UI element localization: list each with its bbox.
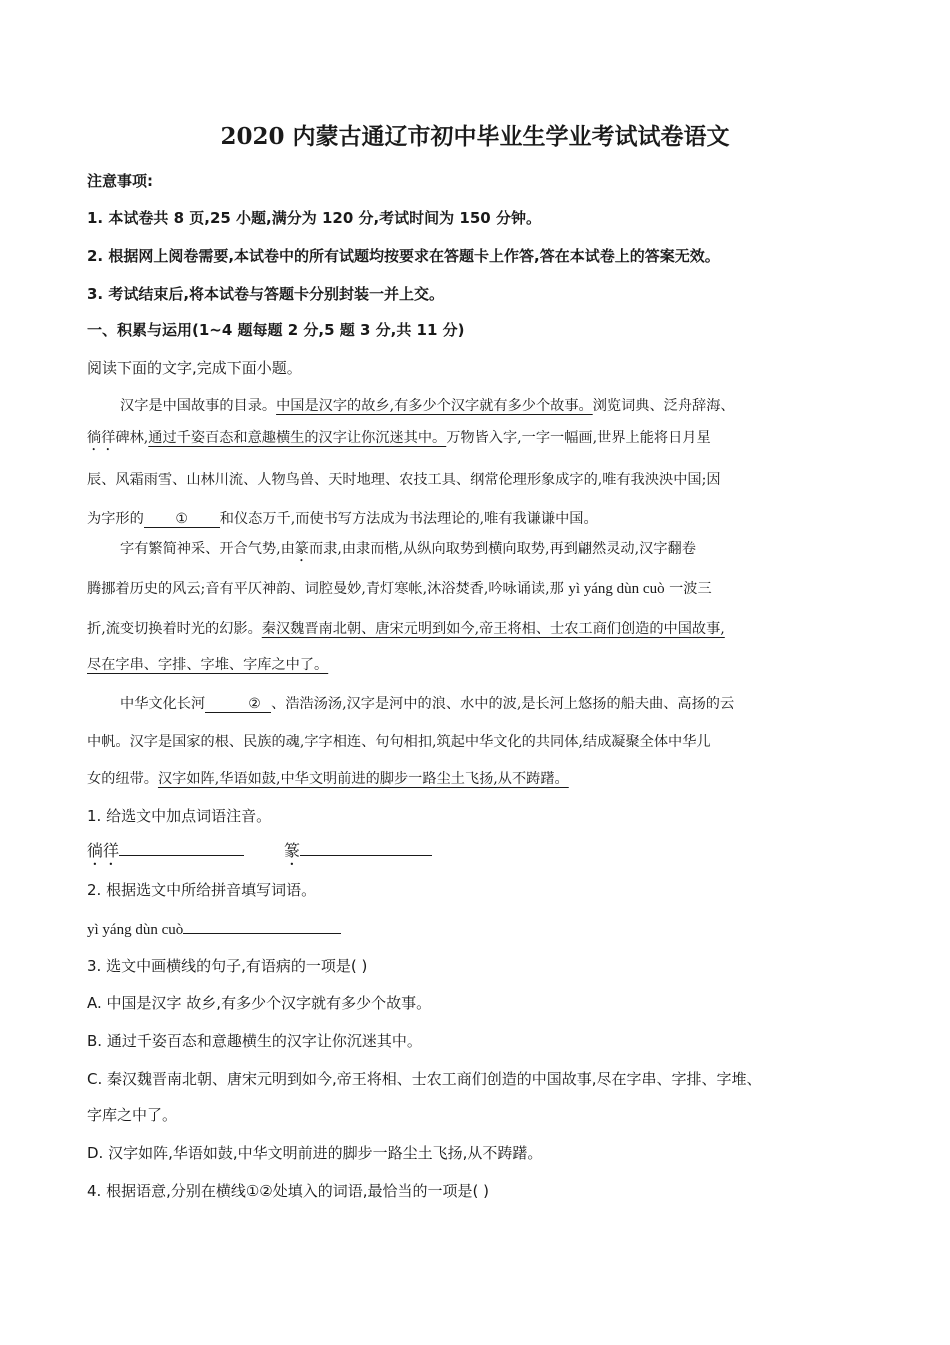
q2-pinyin: yì yáng dùn cuò [87, 922, 184, 938]
notice-item-1: 1. 本试卷共 8 页,25 小题,满分为 120 分,考试时间为 150 分钟。 [87, 209, 541, 227]
question-1: 1. 给选文中加点词语注音。 [87, 807, 272, 825]
passage-pinyin: yì yáng dùn cuò [568, 581, 665, 597]
section-instruction: 阅读下面的文字,完成下面小题。 [87, 359, 302, 377]
question-1-answers [87, 838, 432, 869]
passage-line [87, 654, 865, 674]
passage-line: 为字形的 ① 和仪态万千,而使书写方法成为书法理论的,唯有我谦谦中国。 [87, 511, 598, 527]
blank-1: ① [144, 511, 220, 528]
passage-line: 女的纽带。汉字如阵,华语如鼓,中华文明前进的脚步一路尘土飞扬,从不踌躇。 [87, 771, 569, 787]
dotted-word-zhuan: 篆 [294, 541, 309, 557]
q3-option-c-cont: 字库之中了。 [87, 1106, 178, 1124]
q2-answer-blank[interactable] [183, 917, 341, 934]
section-heading: 一、积累与运用(1~4 题每题 2 分,5 题 3 分,共 11 分) [87, 321, 465, 339]
underlined-sentence-c: 秦汉魏晋南北朝、唐宋元明到如今,帝王将相、士农工商们创造的中国故事, [261, 621, 725, 637]
q1-answer-blank-2[interactable] [300, 839, 432, 856]
notice-item-3: 3. 考试结束后,将本试卷与答题卡分别封装一并上交。 [87, 285, 445, 303]
passage-line: 字有繁简神采、开合气势,由篆而隶,由隶而楷,从纵向取势到横向取势,再到翩然灵动,汉字翻卷 [120, 541, 696, 557]
passage-line: 折,流变切换着时光的幻影。秦汉魏晋南北朝、唐宋元明到如今,帝王将相、士农工商们创造的中国故事, [87, 621, 725, 637]
dotted-word-changyang: 徜徉 [87, 430, 116, 446]
q3-option-c[interactable]: C. 秦汉魏晋南北朝、唐宋元明到如今,帝王将相、士农工商们创造的中国故事,尽在字串、字排、字堆、 [87, 1070, 762, 1088]
passage-line: 辰、风霜雨雪、山林川流、人物鸟兽、天时地理、农技工具、纲常伦理形象成字的,唯有我泱泱中国;因 [87, 472, 721, 488]
notice-item-2: 2. 根据网上阅卷需要,本试卷中的所有试题均按要求在答题卡上作答,答在本试卷上的答案无效。 [87, 247, 720, 265]
blank-2: ② [205, 696, 271, 713]
passage-line: 腾挪着历史的风云;音有平仄神韵、词腔曼妙,青灯寒帐,沐浴焚香,吟咏诵读,那 yì yáng dùn cuò 一波三 [87, 581, 712, 597]
underlined-sentence-c-cont: 尽在字串、字排、字堆、字库之中了。 [87, 657, 329, 673]
underlined-sentence-b: 通过千姿百态和意趣横生的汉字让你沉迷其中。 [148, 430, 447, 446]
exam-title: 2020 内蒙古通辽市初中毕业生学业考试试卷语文 [220, 123, 730, 150]
q1-word-changyang: 徜徉 [87, 841, 120, 860]
question-2-answer [87, 917, 341, 939]
q3-option-b[interactable]: B. 通过千姿百态和意趣横生的汉字让你沉迷其中。 [87, 1032, 422, 1050]
notice-heading: 注意事项: [87, 172, 153, 190]
passage-line: 中华文化长河 ② 、浩浩汤汤,汉字是河中的浪、水中的波,是长河上悠扬的船夫曲、高扬的云 [120, 696, 735, 712]
question-2: 2. 根据选文中所给拼音填写词语。 [87, 881, 317, 899]
q1-answer-blank-1[interactable] [119, 839, 244, 856]
passage-line: 汉字是中国故事的目录。中国是汉字的故乡,有多少个汉字就有多少个故事。浏览词典、泛舟辞海、 [120, 398, 735, 414]
passage-line: 中帆。汉字是国家的根、民族的魂,字字相连、句句相扣,筑起中华文化的共同体,结成凝聚全体中华儿 [87, 734, 711, 750]
question-4: 4. 根据语意,分别在横线①②处填入的词语,最恰当的一项是( ) [87, 1182, 489, 1200]
underlined-sentence-d: 汉字如阵,华语如鼓,中华文明前进的脚步一路尘土飞扬,从不踌躇。 [157, 771, 569, 787]
passage-line: 徜徉碑林,通过千姿百态和意趣横生的汉字让你沉迷其中。万物皆入字,一字一幅画,世界上能将日月星 [87, 430, 711, 446]
q1-word-zhuan: 篆 [284, 841, 301, 860]
q3-option-a[interactable]: A. 中国是汉字 故乡,有多少个汉字就有多少个故事。 [87, 994, 432, 1012]
question-3: 3. 选文中画横线的句子,有语病的一项是( ) [87, 957, 368, 975]
underlined-sentence-a: 中国是汉字的故乡,有多少个汉字就有多少个故事。 [276, 398, 593, 414]
q3-option-d[interactable]: D. 汉字如阵,华语如鼓,中华文明前进的脚步一路尘土飞扬,从不踌躇。 [87, 1144, 543, 1162]
